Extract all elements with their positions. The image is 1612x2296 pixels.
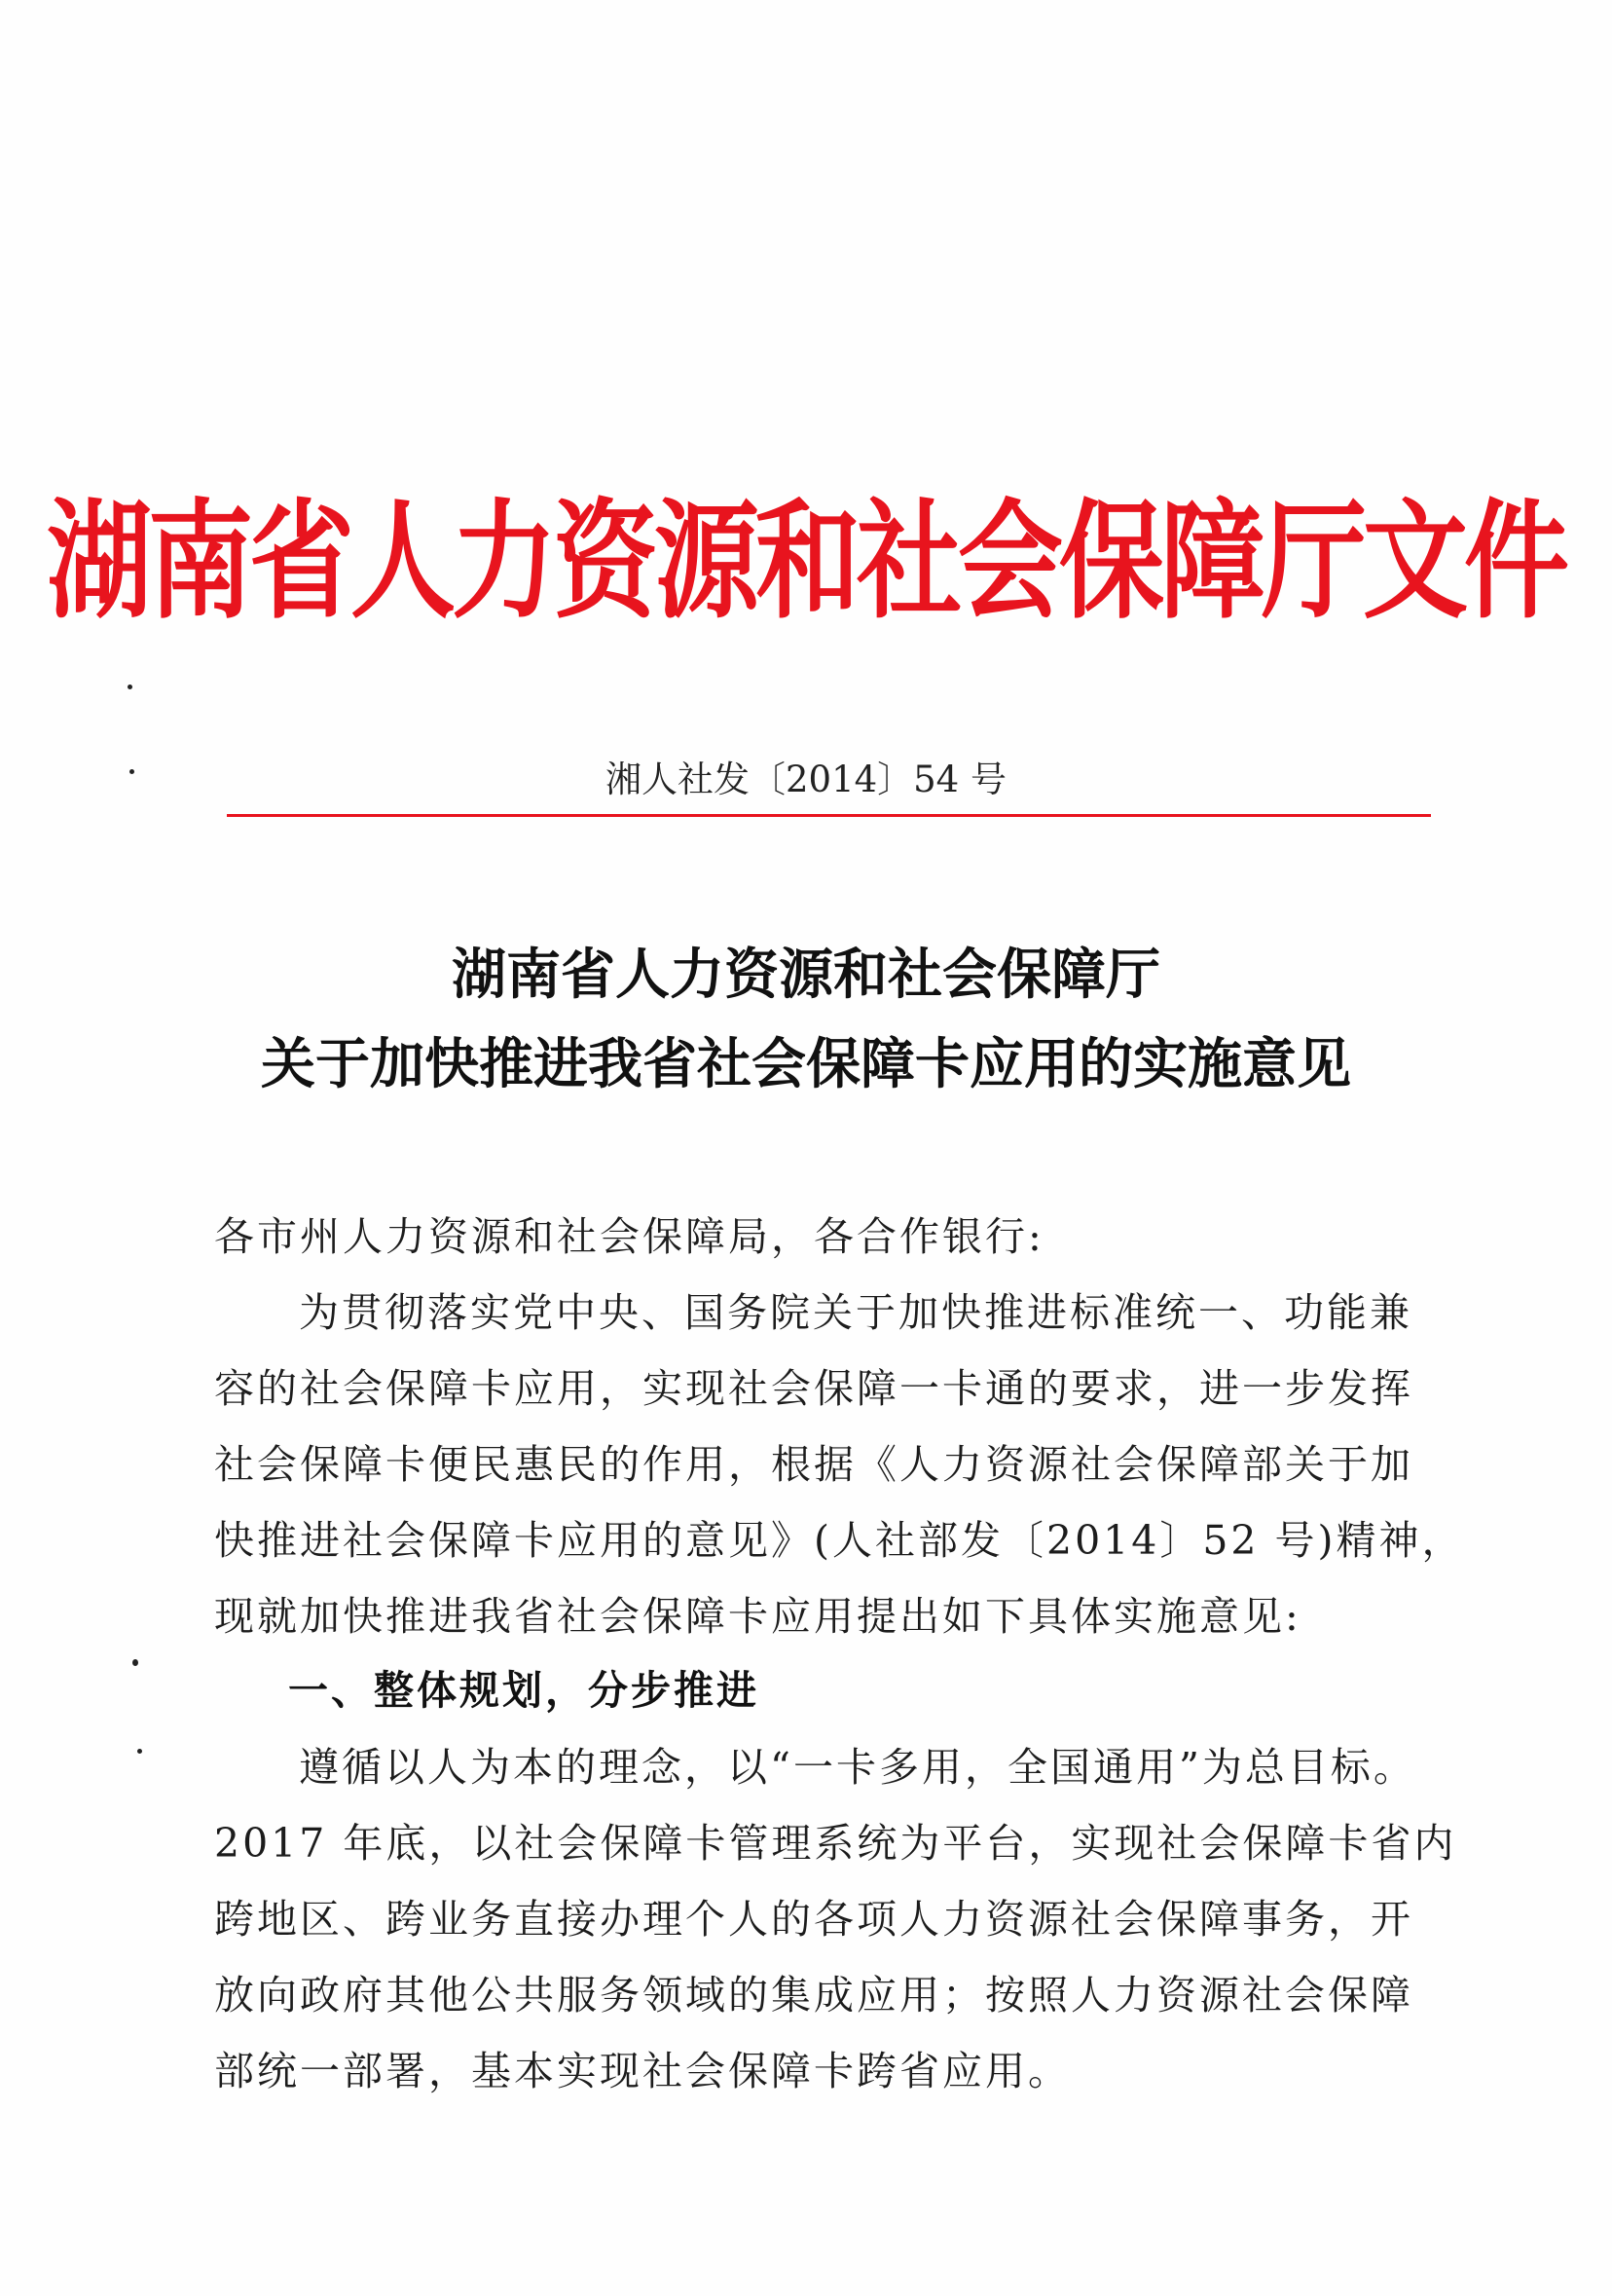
scan-speck xyxy=(128,685,132,689)
paragraph-line: 容的社会保障卡应用，实现社会保障一卡通的要求，进一步发挥 xyxy=(214,1365,1413,1412)
scan-speck xyxy=(132,1659,138,1666)
paragraph-line: 遵循以人为本的理念，以“一卡多用，全国通用”为总目标。 xyxy=(299,1744,1416,1791)
document-number: 湘人社发〔2014〕54 号 xyxy=(604,759,1007,800)
salutation: 各市州人力资源和社会保障局，各合作银行: xyxy=(214,1213,1044,1260)
masthead-title: 湖南省人力资源和社会保障厅文件 xyxy=(46,488,1565,637)
paragraph-line: 2017 年底，以社会保障卡管理系统为平台，实现社会保障卡省内 xyxy=(214,1820,1457,1867)
document-title-line-2: 关于加快推进我省社会保障卡应用的实施意见 xyxy=(261,1033,1351,1096)
paragraph-line: 快推进社会保障卡应用的意见》(人社部发〔2014〕52 号)精神， xyxy=(214,1517,1465,1564)
scan-speck xyxy=(137,1749,142,1754)
paragraph-line: 部统一部署，基本实现社会保障卡跨省应用。 xyxy=(214,2048,1071,2094)
paragraph-line: 社会保障卡便民惠民的作用，根据《人力资源社会保障部关于加 xyxy=(214,1441,1413,1488)
document-title-line-1: 湖南省人力资源和社会保障厅 xyxy=(452,944,1160,1007)
red-divider xyxy=(227,814,1431,817)
paragraph-line: 为贯彻落实党中央、国务院关于加快推进标准统一、功能兼 xyxy=(299,1289,1412,1336)
paragraph-line: 放向政府其他公共服务领域的集成应用；按照人力资源社会保障 xyxy=(214,1972,1413,2018)
scan-speck xyxy=(129,769,134,774)
section-heading: 一、整体规划，分步推进 xyxy=(288,1667,759,1714)
paragraph-line: 现就加快推进我省社会保障卡应用提出如下具体实施意见: xyxy=(214,1593,1301,1640)
paragraph-line: 跨地区、跨业务直接办理个人的各项人力资源社会保障事务，开 xyxy=(214,1896,1413,1943)
